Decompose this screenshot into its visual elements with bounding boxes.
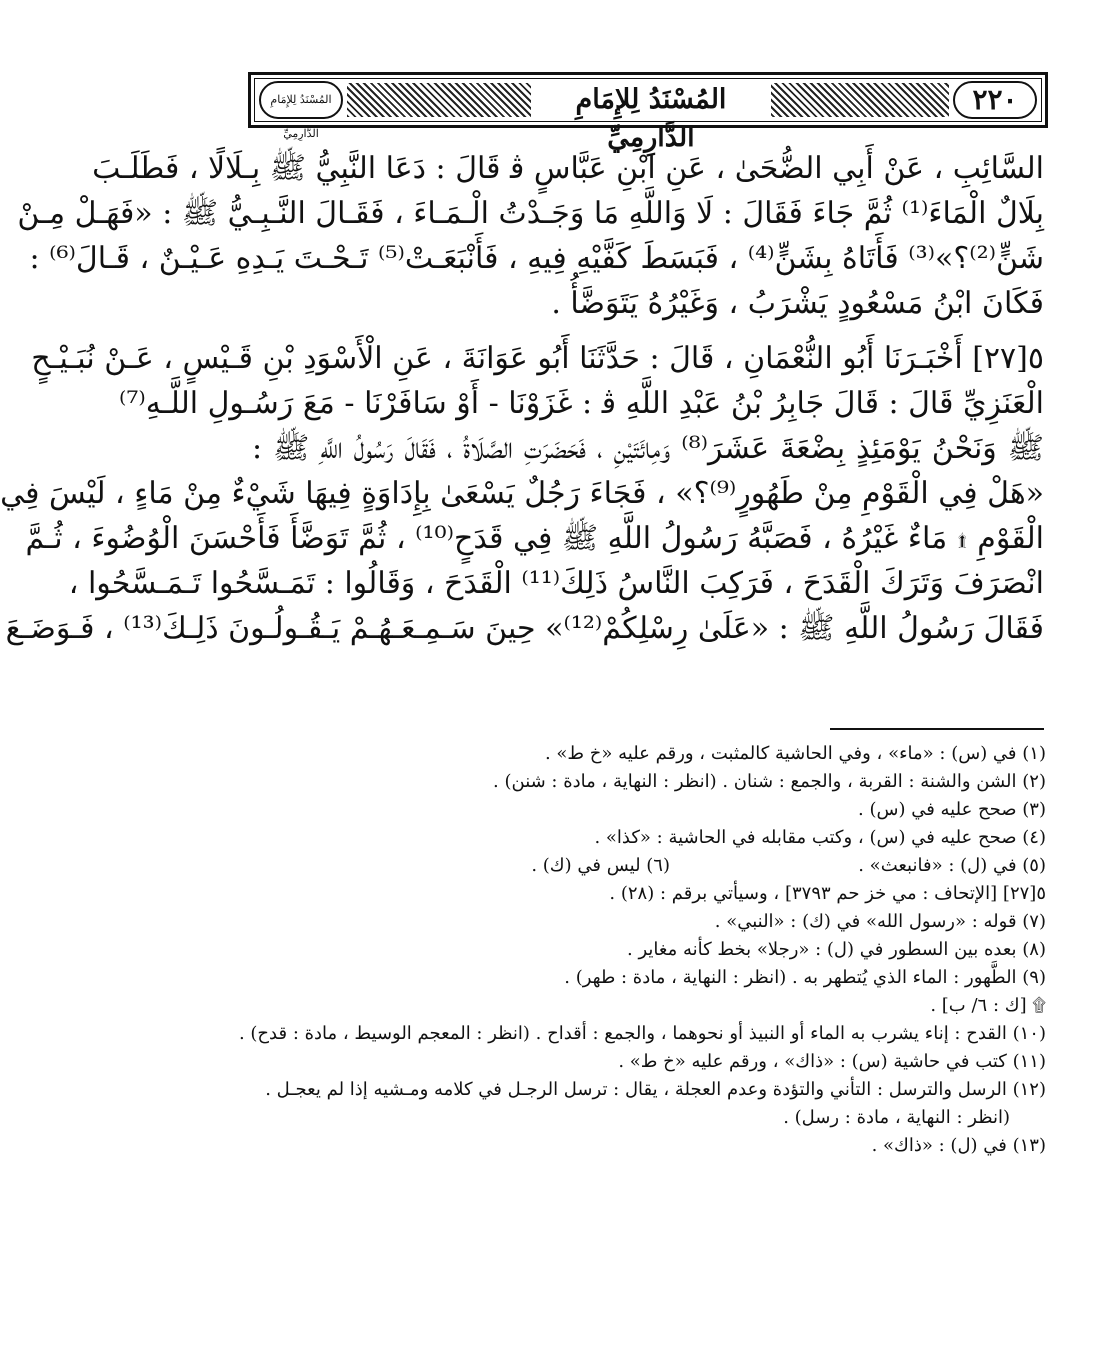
page-number: ٢٢٠	[953, 81, 1037, 119]
text-line: الْعَنَزِيِّ قَالَ : قَالَ جَابِرُ بْنُ عَبْدِ اللَّهِ ﭬ : غَزَوْنَا - أَوْ سَافَرْنَا - مَعَ رَسُـولِ اللَّـهِ⁽⁷⁾	[118, 386, 1044, 421]
text-line: «هَلْ فِي الْقَوْمِ مِنْ طَهُورٍ⁽⁹⁾؟» ، فَجَاءَ رَجُلٌ يَسْعَىٰ بِإِدَاوَةٍ فِيهَا شَيْءٌ مِنْ مَاءٍ ، لَيْسَ فِي	[0, 476, 1044, 511]
text-line: فَقَالَ رَسُولُ اللَّهِ ﷺ : «عَلَىٰ رِسْلِكُمْ⁽¹²⁾» حِينَ سَـمِـعَـهُـمْ يَـقُـولُـونَ ذَلِـكَ⁽¹³⁾ ، فَـوَضَـعَ	[5, 611, 1044, 646]
footnote: (٩) الطَّهور : الماء الذي يُتطهر به . (انظر : النهاية ، مادة : طهر) .	[564, 967, 1046, 988]
text-line: ٥[٢٧] أَخْبَـرَنَا أَبُو النُّعْمَانِ ، قَالَ : حَدَّثَنَا أَبُو عَوَانَةَ ، عَنِ الْأَسْوَدِ بْنِ قَـيْسٍ ، عَـنْ نُبَـيْـحٍ	[31, 341, 1044, 376]
footnote-pair	[252, 852, 1046, 880]
text-line: فَكَانَ ابْنُ مَسْعُودٍ يَشْرَبُ ، وَغَيْرُهُ يَتَوَضَّأُ .	[551, 286, 1044, 321]
footnote: (٤) صحح عليه في (س) ، وكتب مقابله في الحاشية : «كذا» .	[594, 827, 1046, 848]
footnote: (انظر : النهاية ، مادة : رسل) .	[783, 1107, 1010, 1128]
main-text	[0, 146, 1044, 651]
text-line: شَنٍّ⁽²⁾؟»⁽³⁾ فَأَتَاهُ بِشَنٍّ⁽⁴⁾ ، فَبَسَطَ كَفَّيْهِ فِيهِ ، فَأَنْبَعَـتْ⁽⁵⁾ تَـحْـتَ يَـدِهِ عَـيْـنٌ ، قَـالَ⁽⁶⁾ :	[29, 241, 1044, 276]
text-line: السَّائِبِ ، عَنْ أَبِي الضُّحَىٰ ، عَنِ ابْنِ عَبَّاسٍ ﭬ قَالَ : دَعَا النَّبِيُّ ﷺ بِـلَالًا ، فَطَلَـبَ	[92, 151, 1044, 186]
footnote: (١٠) القدح : إناء يشرب به الماء أو النبيذ أو نحوهما ، والجمع : أقداح . (انظر : المعجم الوسيط ، مادة : قدح) .	[238, 1023, 1046, 1044]
text-line: بِلَالٌ الْمَاءَ⁽¹⁾ ثُمَّ جَاءَ فَقَالَ : لَا وَاللَّهِ مَا وَجَـدْتُ الْـمَـاءَ ، فَقَـالَ النَّـبِـيُّ ﷺ : «فَهَـلْ مِـنْ	[17, 196, 1044, 231]
seal-text: المُسْنَدُ لِلإِمَامِ الدَّارِمِيِّ	[270, 93, 332, 140]
text-line: انْصَرَفَ وَتَرَكَ الْقَدَحَ ، فَرَكِبَ النَّاسُ ذَلِكَ⁽¹¹⁾ الْقَدَحَ ، وَقَالُوا : تَمَـسَّحُوا تَـمَـسَّحُوا ،	[68, 566, 1044, 601]
footnote-divider	[830, 728, 1044, 730]
footnote: (١١) كتب في حاشية (س) : «ذاك» ، ورقم عليه «خ ط» .	[618, 1051, 1046, 1072]
footnote: (١٣) في (ل) : «ذاك» .	[871, 1135, 1046, 1156]
text-line: ﷺ وَنَحْنُ يَوْمَئِذٍ بِضْعَةَ عَشَرَ⁽⁸⁾ وَمِائَتَيْنِ ، فَحَضَرَتِ الصَّلَاةُ ، فَقَالَ رَسُولُ اللَّهِ ﷺ :	[252, 431, 1044, 466]
footnote: (٦) ليس في (ك) .	[531, 855, 670, 876]
footnote: (٢) الشن والشنة : القربة ، والجمع : شنان . (انظر : النهاية ، مادة : شنن) .	[493, 771, 1046, 792]
footnotes	[238, 740, 1046, 1160]
page-header	[248, 72, 1048, 153]
footnote: (٨) بعده بين السطور في (ل) : «رجلا» بخط كأنه مغاير .	[627, 939, 1046, 960]
footnote: (١) في (س) : «ماء» ، وفي الحاشية كالمثبت ، ورقم عليه «خ ط» .	[544, 743, 1046, 764]
footnote: ۩ [ك : ٦/ ب] .	[930, 995, 1046, 1016]
text-line: الْقَوْمِ ۩ مَاءٌ غَيْرُهُ ، فَصَبَّهُ رَسُولُ اللَّهِ ﷺ فِي قَدَحٍ⁽¹⁰⁾ ، ثُمَّ تَوَضَّأَ فَأَحْسَنَ الْوُضُوءَ ، ثُـمَّ	[25, 521, 1044, 556]
footnote: (٣) صحح عليه في (س) .	[858, 799, 1046, 820]
running-title: المُسْنَدُ لِلإِمَامِ الدَّارِمِيِّ	[531, 81, 771, 119]
footnote: (٧) قوله : «رسول الله» في (ك) : «النبي» .	[714, 911, 1046, 932]
header-seal-logo	[259, 81, 343, 140]
footnote: (١٢) الرسل والترسل : التأني والتؤدة وعدم العجلة ، يقال : ترسل الرجـل في كلامه ومـشيه إذا لم يعجـل .	[265, 1079, 1046, 1100]
footnote: (٥) في (ل) : «فانبعث» .	[858, 855, 1046, 876]
footnote: ٥[٢٧] [الإتحاف : مي خز حم ٣٧٩٣] ، وسيأتي برقم : (٢٨) .	[609, 883, 1046, 904]
